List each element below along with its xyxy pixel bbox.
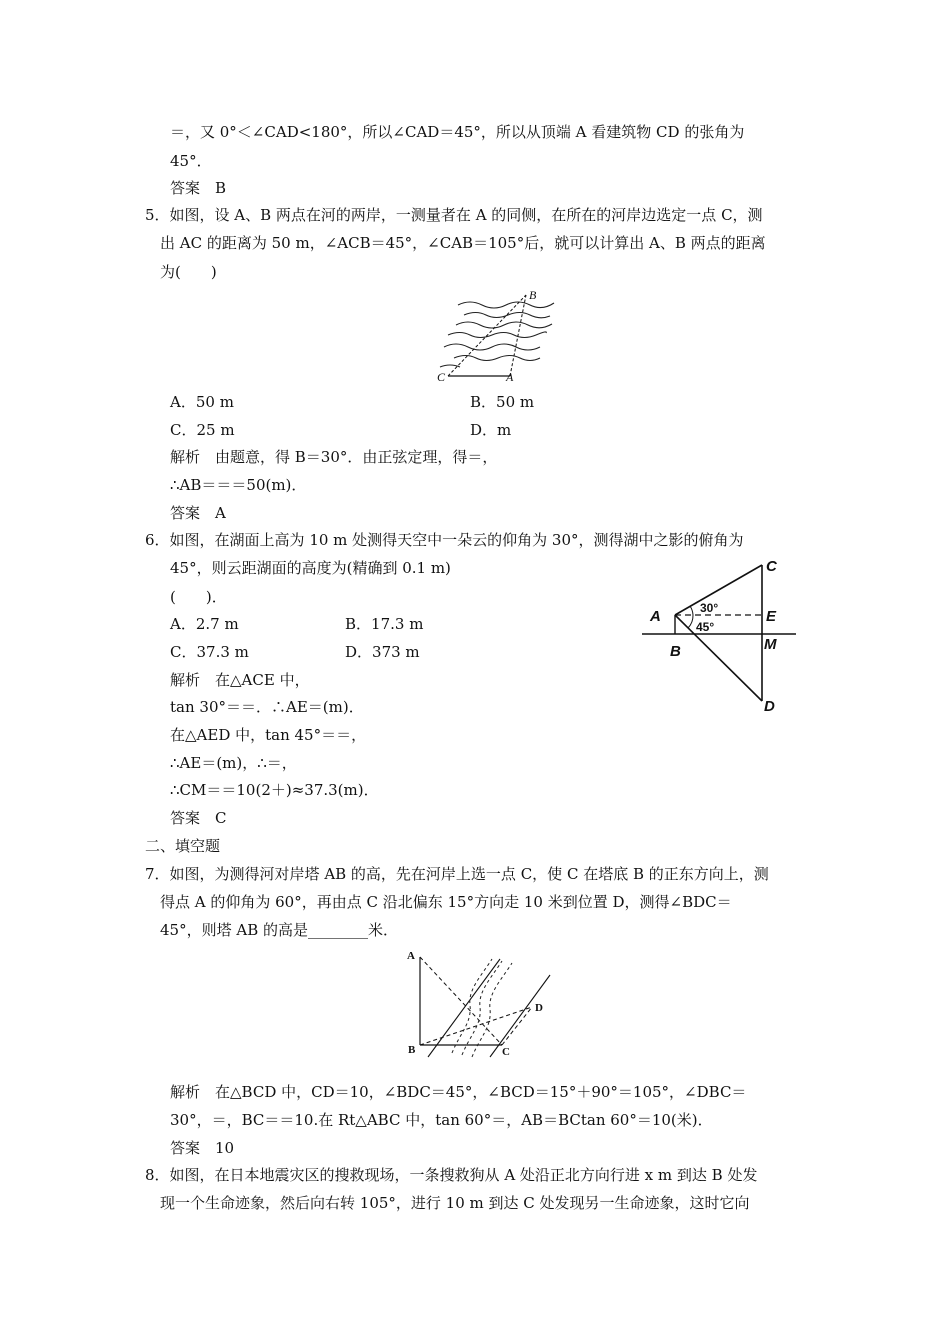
q6-label-c: C (766, 558, 777, 575)
q6-label-m: M (764, 636, 777, 653)
q6-label-d: D (764, 698, 775, 715)
q6-analysis-line-3: 在△AED 中，tan 45°＝＝， (170, 726, 367, 744)
q5-analysis-line-1: 解析 由题意，得 B＝30°．由正弦定理，得＝， (170, 448, 498, 466)
q7-analysis-line-2: 30°，＝，BC＝＝10.在 Rt△ABC 中，tan 60°＝，AB＝BCtan 60°＝10(米)． (170, 1111, 713, 1129)
q6-angle-30: 30° (700, 601, 719, 615)
q5-question-line-1: 5．如图，设 A、B 两点在河的两岸，一测量者在 A 的同侧，在所在的河岸边选定一点 C，测 (145, 206, 763, 224)
q4-text-line-1: ＝，又 0°＜∠CAD<180°，所以∠CAD＝45°，所以从顶端 A 看建筑物 CD 的张角为 (170, 123, 745, 141)
q5-option-c: C．25 m (170, 421, 235, 439)
q5-answer: 答案 A (170, 504, 226, 522)
q7-label-b: B (408, 1044, 416, 1056)
q7-analysis-line-1: 解析 在△BCD 中，CD＝10，∠BDC＝45°，∠BCD＝15°＋90°＝105°，∠DBC＝ (170, 1083, 747, 1101)
q7-label-a: A (407, 950, 415, 962)
q7-question-line-2: 得点 A 的仰角为 60°，再由点 C 沿北偏东 15°方向走 10 米到位置 D，测得∠BDC＝ (160, 893, 732, 911)
q6-question-line-3: ( )． (170, 588, 227, 606)
q6-option-c: C．37.3 m (170, 643, 249, 661)
q5-option-a: A．50 m (170, 393, 234, 411)
q6-lake-figure (640, 555, 800, 720)
q6-angle-45: 45° (696, 620, 715, 634)
q6-analysis-line-4: ∴AE＝(m)，∴＝， (170, 754, 297, 772)
q7-question-line-3: 45°，则塔 AB 的高是________米． (160, 921, 398, 939)
q6-option-b: B．17.3 m (345, 615, 424, 633)
q5-option-b: B．50 m (470, 393, 535, 411)
q5-option-d: D．m (470, 421, 512, 439)
q6-label-e: E (766, 608, 777, 625)
q4-text-line-2: 45°． (170, 152, 212, 170)
q4-answer: 答案 B (170, 179, 227, 197)
q6-question-line-1: 6．如图，在湖面上高为 10 m 处测得天空中一朵云的仰角为 30°，测得湖中之影的俯角为 (145, 531, 744, 549)
q5-label-c: C (437, 370, 446, 384)
q5-question-line-2: 出 AC 的距离为 50 m，∠ACB＝45°，∠CAB＝105°后，就可以计算出 A、B 两点的距离 (160, 234, 766, 252)
q8-question-line-1: 8．如图，在日本地震灾区的搜救现场，一条搜救狗从 A 处沿正北方向行进 x m 到达 B 处发 (145, 1166, 758, 1184)
q6-answer: 答案 C (170, 809, 227, 827)
q6-analysis-line-5: ∴CM＝＝10(2＋)≈37.3(m)． (170, 781, 379, 799)
q6-analysis-line-2: tan 30°＝＝．∴AE＝(m)． (170, 698, 364, 716)
q6-option-d: D．373 m (345, 643, 420, 661)
q7-tower-figure (400, 945, 560, 1065)
q5-question-line-3: 为( ) (160, 263, 217, 281)
q6-question-line-2: 45°，则云距湖面的高度为(精确到 0.1 m) (170, 559, 451, 577)
q6-option-a: A．2.7 m (170, 615, 239, 633)
q7-answer: 答案 10 (170, 1139, 235, 1157)
q5-label-b: B (529, 288, 537, 302)
q6-analysis-line-1: 解析 在△ACE 中， (170, 671, 310, 689)
q8-question-line-2: 现一个生命迹象，然后向右转 105°，进行 10 m 到达 C 处发现另一生命迹象，这时它向 (160, 1194, 750, 1212)
q7-label-d: D (535, 1002, 543, 1014)
section-2-title: 二、填空题 (145, 837, 221, 855)
q7-label-c: C (502, 1046, 510, 1058)
q6-label-b: B (670, 643, 681, 660)
q5-analysis-line-2: ∴AB＝＝＝50(m)． (170, 476, 307, 494)
q5-label-a: A (506, 370, 514, 384)
q5-river-figure (430, 285, 570, 385)
q7-question-line-1: 7．如图，为测得河对岸塔 AB 的高，先在河岸上选一点 C，使 C 在塔底 B 的正东方向上，测 (145, 865, 769, 883)
q6-label-a: A (650, 608, 661, 625)
